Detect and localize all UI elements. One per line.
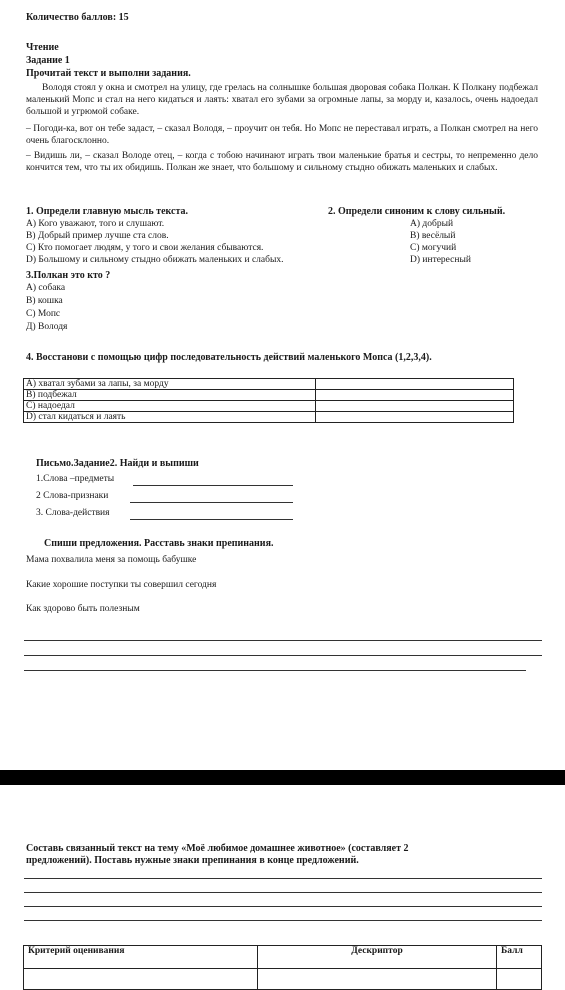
writing-line[interactable] (24, 670, 526, 671)
criteria-table (23, 945, 542, 990)
q1-option-a: А) Кого уважают, того и слушают. (26, 219, 165, 229)
q1-option-d: D) Большому и сильному стыдно обижать маленьких и слабых. (26, 255, 284, 265)
table-row (24, 390, 514, 401)
section-reading-title: Чтение (26, 42, 59, 53)
sentence-3: Как здорово быть полезным (26, 604, 140, 614)
q2-option-a: А) добрый (410, 219, 454, 229)
q2-option-c: С) могучий (410, 243, 457, 253)
question-1-title: 1. Определи главную мысль текста. (26, 206, 189, 217)
column-header: Критерий оценивания (24, 946, 258, 969)
copy-task-title: Спиши предложения. Расставь знаки препинания. (44, 538, 274, 549)
answer-line[interactable] (133, 485, 293, 486)
words-attributes-label: 2 Слова-признаки (36, 491, 109, 501)
q2-option-b: В) весёлый (410, 231, 456, 241)
table-cell: D) стал кидаться и лаять (24, 412, 316, 423)
table-row (24, 401, 514, 412)
writing-line[interactable] (24, 655, 542, 656)
writing-line[interactable] (24, 640, 542, 641)
answer-cell[interactable] (316, 412, 514, 423)
answer-line[interactable] (130, 519, 293, 520)
table-cell: С) надоедал (24, 401, 316, 412)
writing-task-title: Письмо.Задание2. Найди и выпиши (36, 458, 199, 469)
table-row (24, 412, 514, 423)
text-paragraph-3: – Видишь ли, – сказал Володе отец, – когда с тобою начинают играть твои маленькие братья и сестры, то непременно дело кончится тем, что ты их обидишь. Полкан же знает, что большому и сильному стыдно обижать маленьких и слабых. (26, 151, 538, 174)
page-separator (0, 770, 565, 785)
text-paragraph-1: Володя стоял у окна и смотрел на улицу, где грелась на солнышке большая дворовая собака Полкан. К Полкану подбежал маленький Мопс и стал на него кидаться и лаять: хватал его зубами за огромные лапы, за морду и, казалось, очень надоедал большой и угрюмой собаке. (26, 83, 538, 118)
table-header-row (24, 946, 542, 969)
answer-cell[interactable] (316, 401, 514, 412)
table-cell (258, 969, 497, 990)
task-1-title: Задание 1 (26, 55, 70, 66)
column-header: Дескриптор (258, 946, 497, 969)
answer-line[interactable] (130, 502, 293, 503)
reading-instruction: Прочитай текст и выполни задания. (26, 68, 191, 79)
question-3-title: 3.Полкан это кто ? (26, 270, 111, 281)
table-cell: В) подбежал (24, 390, 316, 401)
q2-option-d: D) интересный (410, 255, 471, 265)
question-4-title: 4. Восстанови с помощью цифр последовательность действий маленького Мопса (1,2,3,4). (26, 352, 432, 363)
column-header: Балл (497, 946, 542, 969)
q3-option-b: В) кошка (26, 296, 63, 306)
q3-option-c: С) Мопс (26, 309, 61, 319)
writing-line[interactable] (24, 920, 542, 921)
table-cell (497, 969, 542, 990)
q1-option-c: С) Кто помогает людям, у того и свои желания сбываются. (26, 243, 264, 253)
compose-task-title-cont: предложений). Поставь нужные знаки препинания в конце предложений. (26, 855, 359, 866)
q3-option-d: Д) Володя (26, 322, 68, 332)
q3-option-a: А) собака (26, 283, 66, 293)
compose-task-title: Составь связанный текст на тему «Моё любимое домашнее животное» (составляет 2 (26, 843, 409, 854)
words-objects-label: 1.Слова –предметы (36, 474, 115, 484)
table-row (24, 969, 542, 990)
sequence-table (23, 378, 514, 423)
writing-line[interactable] (24, 906, 542, 907)
answer-cell[interactable] (316, 379, 514, 390)
writing-line[interactable] (24, 892, 542, 893)
words-actions-label: 3. Слова-действия (36, 508, 110, 518)
text-paragraph-2: – Погоди-ка, вот он тебе задаст, – сказал Володя, – проучит он тебя. Но Мопс не переставал играть, а Полкан смотрел на него очень благосклонно. (26, 124, 538, 147)
question-2-title: 2. Определи синоним к слову сильный. (328, 206, 506, 217)
table-row (24, 379, 514, 390)
table-cell: А) хватал зубами за лапы, за морду (24, 379, 316, 390)
points-heading: Количество баллов: 15 (26, 12, 129, 23)
q1-option-b: В) Добрый пример лучше ста слов. (26, 231, 169, 241)
table-cell (24, 969, 258, 990)
sentence-2: Какие хорошие поступки ты совершил сегодня (26, 580, 217, 590)
answer-cell[interactable] (316, 390, 514, 401)
sentence-1: Мама похвалила меня за помощь бабушке (26, 555, 197, 565)
writing-line[interactable] (24, 878, 542, 879)
